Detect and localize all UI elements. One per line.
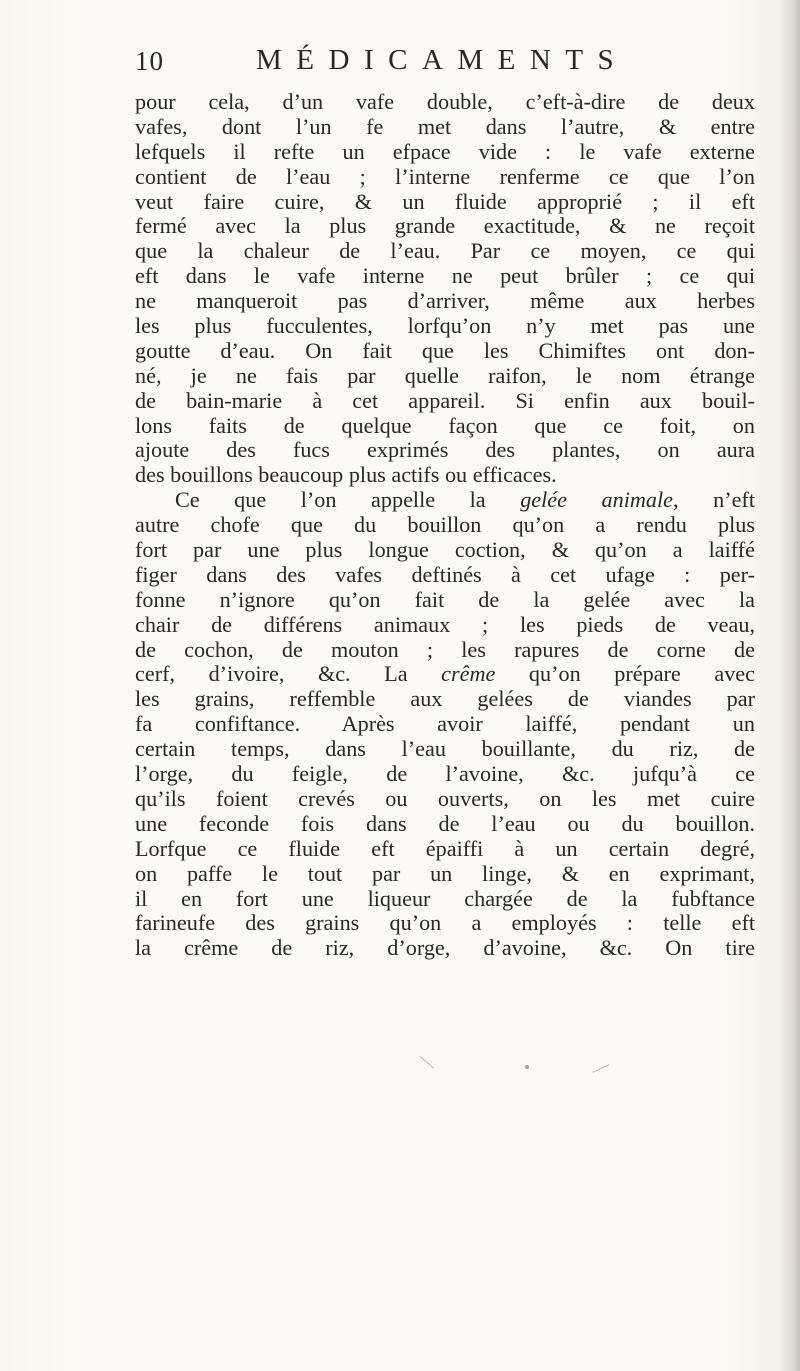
text-line: lefquels il refte un efpace vide : le vafe externe bbox=[135, 138, 755, 164]
page-edge-shadow bbox=[778, 0, 800, 1371]
text-line: on paffe le tout par un linge, & en exprimant, bbox=[135, 860, 755, 886]
text-span: qu’on prépare avec bbox=[495, 661, 755, 687]
text-line-with-italic bbox=[135, 662, 755, 687]
paragraph-start-line bbox=[135, 488, 755, 513]
text-line: farineufe des grains qu’on a employés : telle eft bbox=[135, 910, 755, 936]
text-line: il en fort une liqueur chargée de la fubftance bbox=[135, 885, 755, 911]
text-line: ne manqueroit pas d’arriver, même aux herbes bbox=[135, 288, 755, 314]
text-line: lons faits de quelque façon que ce foit, on bbox=[135, 412, 755, 438]
text-line: des bouillons beaucoup plus actifs ou efficaces. bbox=[135, 462, 557, 488]
text-line: chair de différens animaux ; les pieds de veau, bbox=[135, 611, 755, 637]
text-line: né, je ne fais par quelle raifon, le nom étrange bbox=[135, 362, 755, 388]
body-text bbox=[135, 90, 755, 961]
text-line: figer dans des vafes deftinés à cet ufage : per- bbox=[135, 561, 755, 587]
text-span: Ce que l’on appelle la bbox=[175, 487, 521, 513]
italic-term-creme: crême bbox=[441, 661, 496, 687]
ink-mark bbox=[593, 1064, 610, 1073]
text-line: l’orge, du feigle, de l’avoine, &c. jufqu’à ce bbox=[135, 761, 755, 787]
running-head: MÉDICAMENTS bbox=[256, 44, 629, 76]
text-line: eft dans le vafe interne ne peut brûler ; ce qui bbox=[135, 263, 755, 289]
text-line: fonne n’ignore qu’on fait de la gelée avec la bbox=[135, 586, 755, 612]
text-line: ajoute des fucs exprimés des plantes, on aura bbox=[135, 437, 755, 463]
text-line: certain temps, dans l’eau bouillante, du riz, de bbox=[135, 736, 755, 762]
text-line: les grains, reffemble aux gelées de viandes par bbox=[135, 686, 755, 712]
text-line: fa confiftance. Après avoir laiffé, pendant un bbox=[135, 711, 755, 737]
text-line: veut faire cuire, & un fluide approprié ; il eft bbox=[135, 188, 755, 214]
text-line: goutte d’eau. On fait que les Chimiftes ont don- bbox=[135, 337, 755, 363]
text-line: Lorfque ce fluide eft épaiffi à un certain degré, bbox=[135, 835, 755, 861]
text-line: la crême de riz, d’orge, d’avoine, &c. On tire bbox=[135, 935, 755, 961]
text-line: de bain-marie à cet appareil. Si enfin aux bouil- bbox=[135, 387, 755, 413]
text-span: , n’eft bbox=[673, 487, 755, 513]
text-line: pour cela, d’un vafe double, c’eft-à-dire de deux bbox=[135, 89, 755, 114]
page-number: 10 bbox=[135, 46, 164, 76]
text-line: de cochon, de mouton ; les rapures de corne de bbox=[135, 636, 755, 662]
text-line: fort par une plus longue coction, & qu’on a laiffé bbox=[135, 537, 755, 563]
ink-speck bbox=[525, 1065, 529, 1069]
italic-term-gelee-animale: gelée animale bbox=[520, 487, 674, 513]
text-line: vafes, dont l’un fe met dans l’autre, & entre bbox=[135, 113, 755, 139]
text-line: une feconde fois dans de l’eau ou du bouillon. bbox=[135, 810, 755, 836]
text-line: autre chofe que du bouillon qu’on a rendu plus bbox=[135, 512, 755, 538]
text-line: contient de l’eau ; l’interne renferme ce que l’on bbox=[135, 163, 755, 189]
text-line: fermé avec la plus grande exactitude, & ne reçoit bbox=[135, 213, 755, 239]
page-header bbox=[135, 46, 755, 86]
text-line: que la chaleur de l’eau. Par ce moyen, ce qui bbox=[135, 238, 755, 264]
ink-mark bbox=[420, 1056, 434, 1068]
text-line: les plus fucculentes, lorfqu’on n’y met pas une bbox=[135, 313, 755, 339]
text-line: qu’ils foient crevés ou ouverts, on les met cuire bbox=[135, 785, 755, 811]
text-span: cerf, d’ivoire, &c. La bbox=[135, 661, 442, 687]
